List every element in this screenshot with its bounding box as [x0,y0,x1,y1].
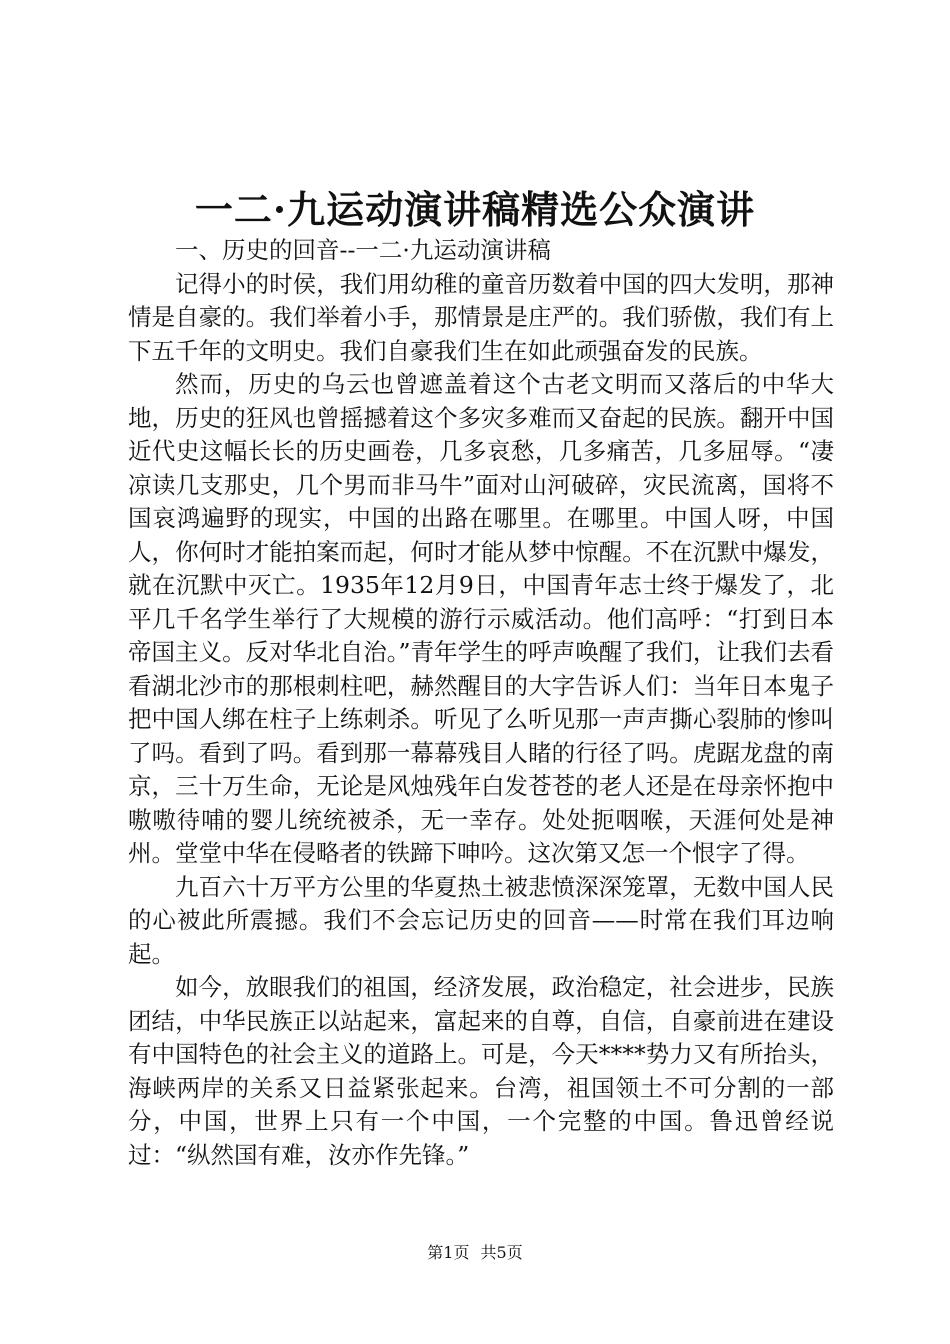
section-heading: 一、历史的回音--一二·九运动演讲稿 [175,236,551,264]
body-paragraph: 然而，历史的乌云也曾遮盖着这个古老文明而又落后的中华大地，历史的狂风也曾摇撼着这个多灾多难而又奋起的民族。翻开中国近代史这幅长长的历史画卷，几多哀愁，几多痛苦，几多屈辱。“凄凉读几支那史，几个男而非马牛”面对山河破碎，灾民流离，国将不国哀鸿遍野的现实，中国的出路在哪里。在哪里。中国人呀，中国人，你何时才能拍案而起，何时才能从梦中惊醒。不在沉默中爆发，就在沉默中灭亡。1935年12月9日，中国青年志士终于爆发了，北平几千名学生举行了大规模的游行示威活动。他们高呼：“打到日本帝国主义。反对华北自治。”青年学生的呼声唤醒了我们，让我们去看看湖北沙市的那根刺柱吧，赫然醒目的大字告诉人们：当年日本鬼子把中国人绑在柱子上练刺杀。听见了么听见那一声声撕心裂肺的惨叫了吗。看到了吗。看到那一幕幕残目人睹的行径了吗。虎踞龙盘的南京，三十万生命，无论是风烛残年白发苍苍的老人还是在母亲怀抱中嗷嗷待哺的婴儿统统被杀，无一幸存。处处扼咽喉，天涯何处是神州。堂堂中华在侵略者的铁蹄下呻吟。这次第又怎一个恨字了得。 [128,370,834,867]
body-paragraph: 如今，放眼我们的祖国，经济发展，政治稳定，社会进步，民族团结，中华民族正以站起来，富起来的自尊，自信，自豪前进在建设有中国特色的社会主义的道路上。可是，今天****势力又有所抬头，海峡两岸的关系又日益紧张起来。台湾，祖国领土不可分割的一部分，中国，世界上只有一个中国，一个完整的中国。鲁迅曾经说过：“纵然国有难，汝亦作先锋。” [128,973,834,1169]
body-paragraph: 九百六十万平方公里的华夏热土被悲愤深深笼罩，无数中国人民的心被此所震撼。我们不会忘记历史的回音——时常在我们耳边响起。 [128,872,834,968]
page-number: 第1页 [427,1243,470,1262]
body-paragraph: 记得小的时侯，我们用幼稚的童音历数着中国的四大发明，那神情是自豪的。我们举着小手，那情景是庄严的。我们骄傲，我们有上下五千年的文明史。我们自豪我们生在如此顽强奋发的民族。 [128,269,834,365]
page-total: 共5页 [480,1243,523,1262]
page-footer [0,1243,950,1263]
document-body [128,234,834,1172]
document-title: 一二·九运动演讲稿精选公众演讲 [194,187,756,232]
